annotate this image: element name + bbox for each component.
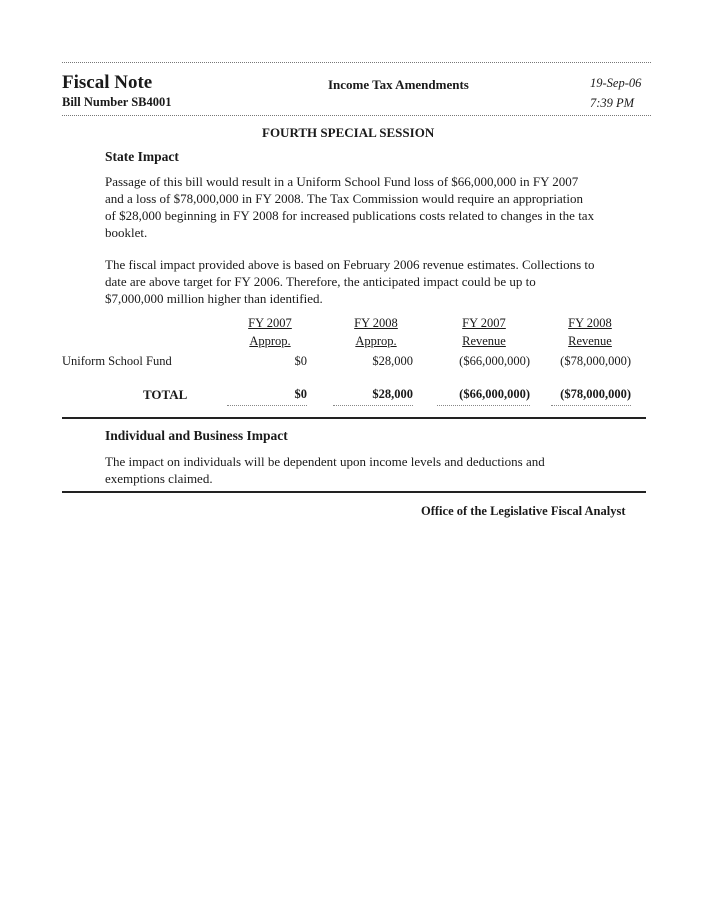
- bill-number-label: Bill Number: [62, 95, 129, 109]
- row-label: Uniform School Fund: [62, 354, 172, 368]
- bill-title: Income Tax Amendments: [328, 77, 469, 92]
- top-divider: [62, 62, 651, 63]
- business-impact-paragraph: The impact on individuals will be dependent upon income levels and deductions and exemptions claimed.: [105, 454, 545, 486]
- business-impact-heading: Individual and Business Impact: [105, 428, 288, 443]
- row-value-fy2008-revenue: ($78,000,000): [560, 354, 631, 368]
- total-fy2007-approp: $0: [294, 387, 307, 401]
- column-header-4-line1: FY 2008: [568, 316, 612, 330]
- doc-type-title: Fiscal Note: [62, 72, 153, 93]
- total-fy2008-approp: $28,000: [372, 387, 413, 401]
- total-fy2007-revenue: ($66,000,000): [459, 387, 530, 401]
- column-header-4-line2: Revenue: [568, 334, 612, 348]
- row-value-fy2007-approp: $0: [294, 354, 307, 368]
- column-header-2-line1: FY 2008: [354, 316, 398, 330]
- office-signature: Office of the Legislative Fiscal Analyst: [421, 504, 626, 518]
- state-impact-paragraph-1: Passage of this bill would result in a Uniform School Fund loss of $66,000,000 in FY 2007 and a loss of $78,000,000 in FY 2008. The Tax Commission would require an appropriation of $28,000 beginning in FY 2008 for increased publications costs related to changes in the tax booklet.: [105, 174, 595, 240]
- total-underline-4: [551, 405, 631, 406]
- column-header-1-line2: Approp.: [249, 334, 291, 348]
- row-value-fy2008-approp: $28,000: [372, 354, 413, 368]
- total-underline-2: [333, 405, 413, 406]
- bottom-divider: [62, 491, 646, 493]
- column-header-2-line2: Approp.: [355, 334, 397, 348]
- state-impact-heading: State Impact: [105, 149, 179, 164]
- header-divider: [62, 115, 651, 116]
- state-impact-paragraph-2: The fiscal impact provided above is based on February 2006 revenue estimates. Collections to date are above target for FY 2006. Therefore, the anticipated impact could be up to $7,000,000 million higher than identified.: [105, 257, 595, 306]
- total-label: TOTAL: [143, 387, 188, 402]
- time-stamp: 7:39 PM: [590, 96, 635, 110]
- section-divider: [62, 417, 646, 419]
- total-fy2008-revenue: ($78,000,000): [560, 387, 631, 401]
- date-stamp: 19-Sep-06: [590, 76, 642, 90]
- bill-number-line: [62, 95, 172, 110]
- total-underline-1: [227, 405, 307, 406]
- row-value-fy2007-revenue: ($66,000,000): [459, 354, 530, 368]
- total-underline-3: [437, 405, 530, 406]
- column-header-3-line2: Revenue: [462, 334, 506, 348]
- session-heading: FOURTH SPECIAL SESSION: [262, 125, 435, 140]
- bill-number-value: SB4001: [131, 95, 172, 109]
- column-header-1-line1: FY 2007: [248, 316, 292, 330]
- column-header-3-line1: FY 2007: [462, 316, 506, 330]
